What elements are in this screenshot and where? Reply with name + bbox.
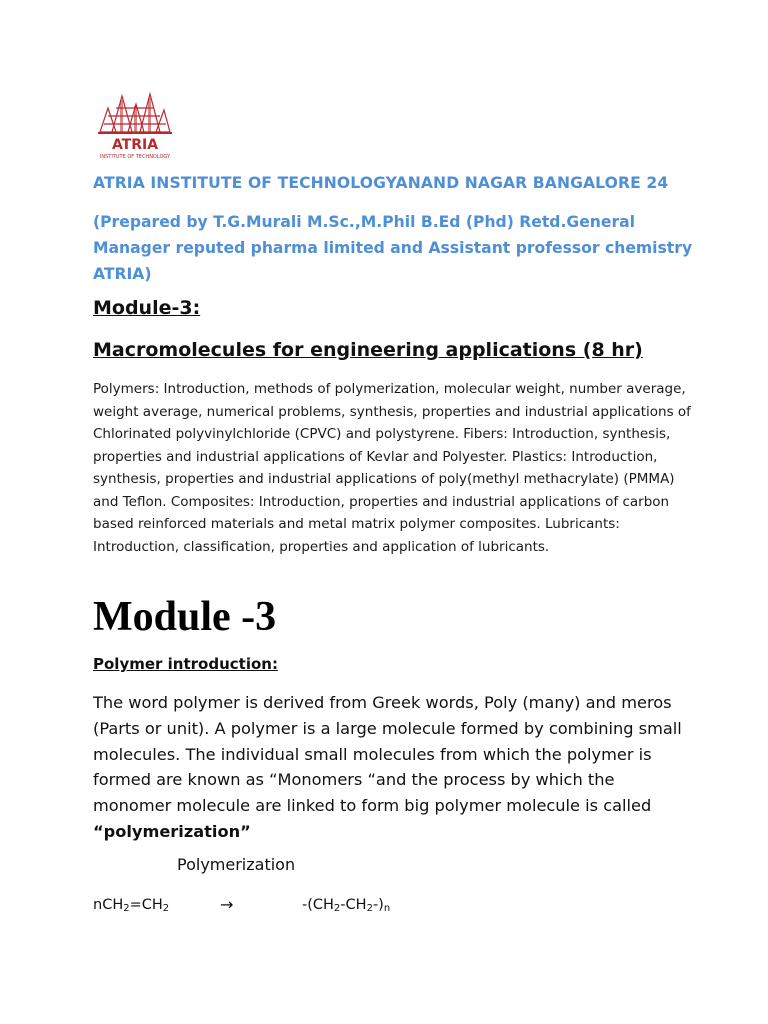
product-formula: $-(CH_2-CH_2-)_n$ bbox=[302, 897, 391, 914]
prepared-by-note: (Prepared by T.G.Murali M.Sc.,M.Phil B.Ed (Phd) Retd.General Manager reputed pharma limited and Assistant professor chemistry ATRIA) bbox=[93, 213, 693, 283]
reactant-formula: $nCH_2=CH_2$ bbox=[93, 897, 170, 914]
module-title: Macromolecules for engineering applications (8 hr) bbox=[93, 339, 643, 361]
module-big-title: Module -3 bbox=[93, 594, 277, 640]
intro-paragraph bbox=[93, 690, 693, 845]
atria-logo bbox=[94, 88, 174, 160]
module-heading: Module-3: bbox=[93, 297, 201, 319]
section-heading: Polymer introduction: bbox=[93, 655, 278, 673]
institute-line: ATRIA INSTITUTE OF TECHNOLOGYANAND NAGAR BANGALORE 24 bbox=[93, 174, 669, 192]
reaction-arrow: → bbox=[220, 895, 234, 914]
reaction-label: Polymerization bbox=[177, 855, 296, 874]
svg-text:INSTITUTE OF TECHNOLOGY: INSTITUTE OF TECHNOLOGY bbox=[99, 154, 171, 160]
polymerization-term: “polymerization” bbox=[93, 821, 251, 841]
svg-text:ATRIA: ATRIA bbox=[111, 137, 159, 153]
intro-paragraph-text: The word polymer is derived from Greek words, Poly (many) and meros (Parts or unit). A polymer is a large molecule formed by combining small molecules. The individual small molecules from which the polymer is formed are known as “Monomers “and the process by which the monomer molecule are linked to form big polymer molecule is called bbox=[93, 693, 682, 816]
atria-logo-icon bbox=[94, 88, 174, 160]
syllabus-paragraph: Polymers: Introduction, methods of polymerization, molecular weight, number average, weight average, numerical problems, synthesis, properties and industrial applications of Chlorinated polyvinylchloride (CPVC) and polystyrene. Fibers: Introduction, synthesis, properties and industrial applications of Kevlar and Polyester. Plastics: Introduction, synthesis, properties and industrial applications of poly(methyl methacrylate) (PMMA) and Teflon. Composites: Introduction, properties and industrial applications of carbon based reinforced materials and metal matrix polymer composites. Lubricants: Introduction, classification, properties and application of lubricants. bbox=[93, 381, 691, 555]
